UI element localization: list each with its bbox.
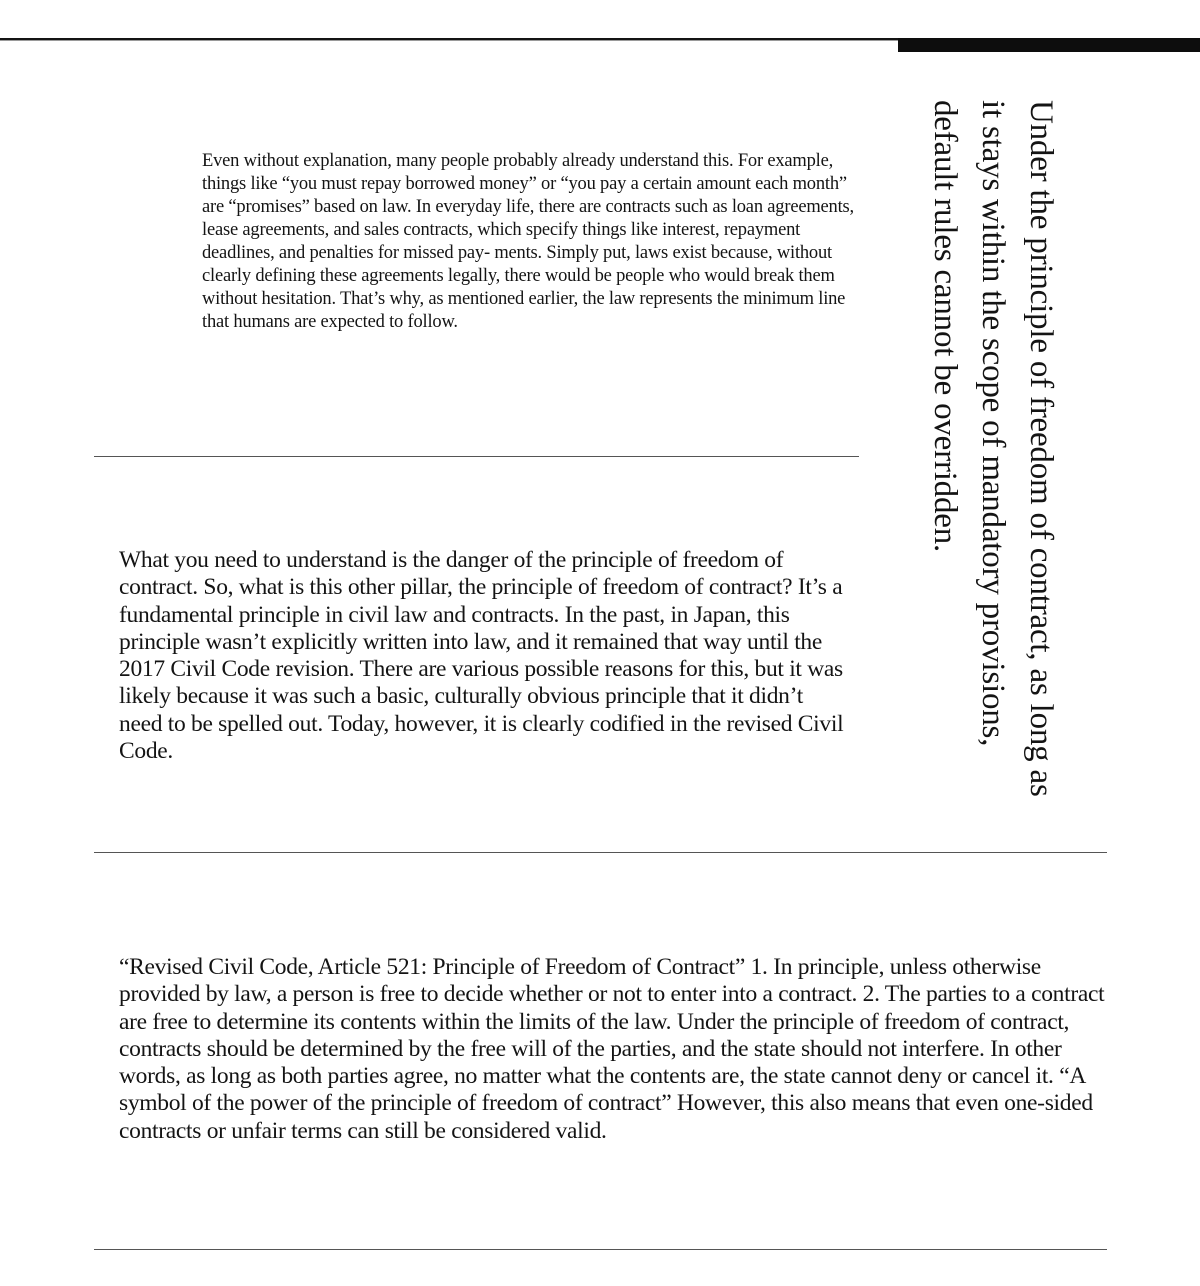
divider-1 xyxy=(94,456,859,457)
top-rule-shadow xyxy=(0,40,898,41)
vertical-pull-quote: Under the principle of freedom of contract, as long as it stays within the scope of mandatory provisions, default rules cannot be overridden. xyxy=(927,100,1059,797)
intro-paragraph: Even without explanation, many people probably already understand this. For example, things like “you must repay borrowed money” or “you pay a certain amount each month” are “promises” based on law. In everyday life, there are contracts such as loan agreements, lease agreements, and sales contracts, which specify things like interest, repayment deadlines, and penalties for missed pay- ments. Simply put, laws exist because, without clearly defining these agreements legally, there would be people who would break them without hesitation. That’s why, as mentioned earlier, the law represents the minimum line that humans are expected to follow. xyxy=(202,151,854,332)
article-521-paragraph: “Revised Civil Code, Article 521: Principle of Freedom of Contract” 1. In principle, unless otherwise provided by law, a person is free to decide whether or not to enter into a contract. 2. The parties to a contract are free to determine its contents within the limits of the law. Under the principle of freedom of contract, contracts should be determined by the free will of the parties, and the state should not interfere. In other words, as long as both parties agree, no matter what the contents are, the state cannot deny or cancel it. “A symbol of the power of the principle of freedom of contract” However, this also means that even one-sided contracts or unfair terms can still be considered valid. xyxy=(119,954,1105,1144)
divider-3 xyxy=(94,1249,1107,1250)
freedom-of-contract-paragraph: What you need to understand is the danger of the principle of freedom of contract. So, what is this other pillar, the principle of freedom of contract? It’s a fundamental principle in civil law and contracts. In the past, in Japan, this principle wasn’t explicitly written into law, and it remained that way until the 2017 Civil Code revision. There are various possible reasons for this, but it was likely because it was such a basic, culturally obvious principle that it didn’t need to be spelled out. Today, however, it is clearly codified in the revised Civil Code. xyxy=(119,547,844,765)
divider-2 xyxy=(94,852,1107,853)
top-black-bar xyxy=(898,38,1200,52)
